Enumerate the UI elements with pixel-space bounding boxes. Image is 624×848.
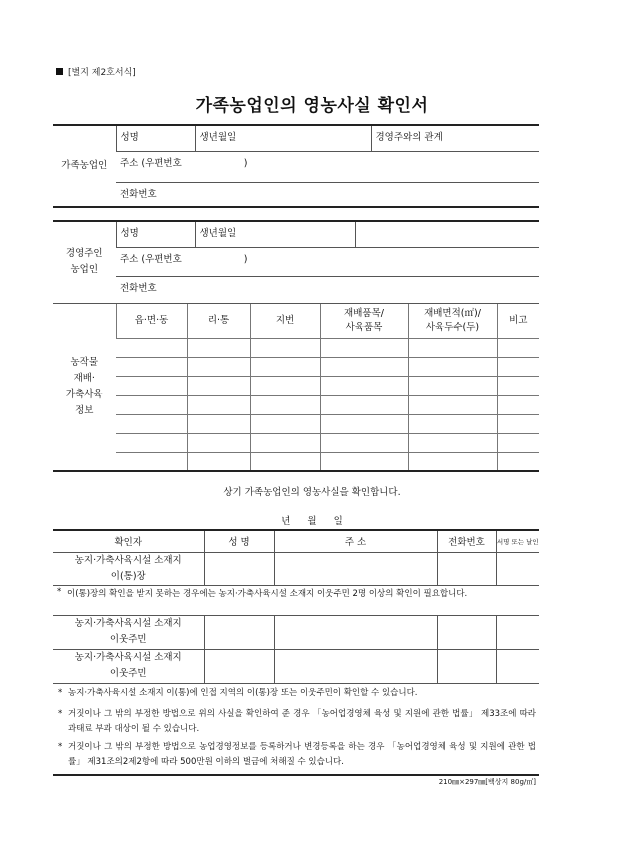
chief-address-field[interactable] xyxy=(274,552,437,585)
crop-cell[interactable] xyxy=(497,452,539,471)
crop-cell[interactable] xyxy=(116,395,187,414)
form-number-label xyxy=(56,65,136,78)
header-verifier: 확인자 xyxy=(53,530,204,552)
crop-cell[interactable] xyxy=(408,452,497,471)
verifier-row-neighbor1-label xyxy=(53,615,204,649)
crop-label-line4: 정보 xyxy=(75,405,94,416)
header-name: 성 명 xyxy=(204,530,274,552)
header-jibeon: 지번 xyxy=(250,304,320,338)
family-address-field[interactable] xyxy=(116,151,539,182)
owner-address-field[interactable] xyxy=(116,247,539,276)
crop-cell[interactable] xyxy=(250,414,320,433)
crop-cell[interactable] xyxy=(320,357,408,376)
verifier-table xyxy=(53,529,539,684)
crop-cell[interactable] xyxy=(116,414,187,433)
chief-label-line2: 이(통)장 xyxy=(110,570,146,582)
note-1-text: 농지·가축사육시설 소재지 이(통)에 인접 지역의 이(통)장 또는 이웃주민이 확인할 수 있습니다. xyxy=(68,688,418,698)
family-address-close: ) xyxy=(243,157,248,169)
header-address: 주 소 xyxy=(274,530,437,552)
note-3 xyxy=(58,740,536,770)
crop-cell[interactable] xyxy=(116,433,187,452)
note-3-text: 거짓이나 그 밖의 부정한 방법으로 농업경영정보를 등록하거나 변경등록을 하는 경우 「농어업경영체 육성 및 지원에 관한 법률」 제31조의2제2항에 따라 500만원 이하의 벌금에 처해질 수 있습니다. xyxy=(68,742,536,767)
verifier-row-chief-label xyxy=(53,552,204,585)
square-bullet-icon xyxy=(56,68,63,75)
neighbor1-address-field[interactable] xyxy=(274,615,437,649)
owner-blank-field[interactable] xyxy=(355,221,539,247)
owner-address-close: ) xyxy=(243,253,248,265)
family-relation-field[interactable]: 경영주와의 관계 xyxy=(371,125,539,151)
owner-phone-field[interactable]: 전화번호 xyxy=(116,276,539,303)
family-address-label: 주소 (우편번호 xyxy=(120,157,182,169)
crop-cell[interactable] xyxy=(408,338,497,357)
crop-row xyxy=(53,452,539,471)
neighbor1-name-field[interactable] xyxy=(204,615,274,649)
crop-row xyxy=(53,357,539,376)
confirm-statement: 상기 가족농업인의 영농사실을 확인합니다. xyxy=(223,487,401,498)
neighbor2-phone-field[interactable] xyxy=(437,649,496,683)
crop-info-table xyxy=(53,304,539,472)
owner-name-field[interactable]: 성명 xyxy=(116,221,195,247)
note-3-star: * xyxy=(58,742,63,752)
crop-cell[interactable] xyxy=(320,433,408,452)
crop-cell[interactable] xyxy=(497,395,539,414)
neighbor2-name-field[interactable] xyxy=(204,649,274,683)
crop-cell[interactable] xyxy=(320,452,408,471)
bottom-rule xyxy=(53,774,539,776)
crop-cell[interactable] xyxy=(497,414,539,433)
verifier-note-row xyxy=(53,585,539,615)
crop-cell[interactable] xyxy=(497,357,539,376)
crop-cell[interactable] xyxy=(408,414,497,433)
family-farmer-table xyxy=(53,124,539,208)
crop-row xyxy=(53,376,539,395)
neighbor2-address-field[interactable] xyxy=(274,649,437,683)
crop-label-line1: 농작물 xyxy=(70,357,99,368)
crop-cell[interactable] xyxy=(250,338,320,357)
crop-cell[interactable] xyxy=(187,357,250,376)
header-remarks: 비고 xyxy=(497,304,539,338)
crop-cell[interactable] xyxy=(116,338,187,357)
verifier-row-neighbor2-label xyxy=(53,649,204,683)
header-crop-item: 재배품목/ 사육품목 xyxy=(320,304,408,338)
family-name-field[interactable]: 성명 xyxy=(116,125,195,151)
note-2 xyxy=(58,707,536,737)
paper-size-footer: 210㎜×297㎜[백상지 80g/㎡] xyxy=(438,778,536,786)
chief-phone-field[interactable] xyxy=(437,552,496,585)
crop-cell[interactable] xyxy=(408,376,497,395)
neighbor1-label-line1: 농지·가축사육시설 소재지 xyxy=(74,618,182,629)
crop-cell[interactable] xyxy=(187,433,250,452)
crop-cell[interactable] xyxy=(187,338,250,357)
crop-cell[interactable] xyxy=(320,395,408,414)
crop-cell[interactable] xyxy=(250,433,320,452)
neighbor2-signature-field[interactable] xyxy=(496,649,539,683)
crop-label-line3: 가축사육 xyxy=(65,389,103,400)
crop-cell[interactable] xyxy=(116,452,187,471)
crop-cell[interactable] xyxy=(116,376,187,395)
note-2-star: * xyxy=(58,709,63,719)
crop-row xyxy=(53,414,539,433)
neighbor1-phone-field[interactable] xyxy=(437,615,496,649)
crop-cell[interactable] xyxy=(408,357,497,376)
crop-cell[interactable] xyxy=(187,452,250,471)
form-number-text: [별지 제2호서식] xyxy=(68,68,136,78)
crop-row xyxy=(53,395,539,414)
chief-signature-field[interactable] xyxy=(496,552,539,585)
crop-cell[interactable] xyxy=(187,414,250,433)
crop-info-label xyxy=(53,304,116,471)
crop-cell[interactable] xyxy=(250,452,320,471)
verifier-note-text: 이(통)장의 확인을 받지 못하는 경우에는 농지·가축사육시설 소재지 이웃주민 2명 이상의 확인이 필요합니다. xyxy=(67,588,468,599)
neighbor1-label-line2: 이웃주민 xyxy=(109,634,147,645)
neighbor2-label-line1: 농지·가축사육시설 소재지 xyxy=(74,652,182,663)
crop-cell[interactable] xyxy=(320,376,408,395)
crop-cell[interactable] xyxy=(320,338,408,357)
family-birth-field[interactable]: 생년월일 xyxy=(195,125,371,151)
owner-birth-field[interactable]: 생년월일 xyxy=(195,221,355,247)
header-ri-tong: 리·통 xyxy=(187,304,250,338)
crop-cell[interactable] xyxy=(497,376,539,395)
crop-cell[interactable] xyxy=(497,338,539,357)
crop-cell[interactable] xyxy=(116,357,187,376)
crop-cell[interactable] xyxy=(408,433,497,452)
note-star: * xyxy=(57,586,62,597)
crop-row xyxy=(53,433,539,452)
header-eup-myeon-dong: 읍·면·동 xyxy=(116,304,187,338)
header-crop-area: 재배면적(㎡)/ 사육두수(두) xyxy=(408,304,497,338)
neighbor2-label-line2: 이웃주민 xyxy=(109,668,147,679)
chief-name-field[interactable] xyxy=(204,552,274,585)
family-farmer-label: 가족농업인 xyxy=(61,160,108,171)
owner-farmer-table xyxy=(53,220,539,304)
crop-cell[interactable] xyxy=(320,414,408,433)
neighbor1-signature-field[interactable] xyxy=(496,615,539,649)
crop-cell[interactable] xyxy=(408,395,497,414)
crop-cell[interactable] xyxy=(250,357,320,376)
crop-cell[interactable] xyxy=(187,376,250,395)
crop-cell[interactable] xyxy=(497,433,539,452)
owner-farmer-label xyxy=(53,221,116,303)
crop-cell[interactable] xyxy=(250,395,320,414)
header-phone: 전화번호 xyxy=(437,530,496,552)
note-1 xyxy=(58,686,536,701)
chief-label-line1: 농지·가축사육시설 소재지 xyxy=(74,554,182,566)
note-1-star: * xyxy=(58,688,63,698)
document-title: 가족농업인의 영농사실 확인서 xyxy=(195,96,429,116)
crop-row xyxy=(53,338,539,357)
crop-cell[interactable] xyxy=(250,376,320,395)
owner-label-line1: 경영주인 xyxy=(65,248,103,260)
note-2-text: 거짓이나 그 밖의 부정한 방법으로 위의 사실을 확인하여 준 경우 「농어업경영체 육성 및 지원에 관한 법률」 제33조에 따라 과태료 부과 대상이 될 수 있습니다. xyxy=(68,709,536,734)
crop-cell[interactable] xyxy=(187,395,250,414)
owner-address-label: 주소 (우편번호 xyxy=(120,253,182,265)
header-signature: 서명 또는 날인 xyxy=(496,530,539,552)
owner-label-line2: 농업인 xyxy=(70,264,99,276)
crop-label-line2: 재배· xyxy=(73,373,95,384)
date-line[interactable]: 년 월 일 xyxy=(281,516,343,527)
family-phone-field[interactable]: 전화번호 xyxy=(120,188,157,200)
